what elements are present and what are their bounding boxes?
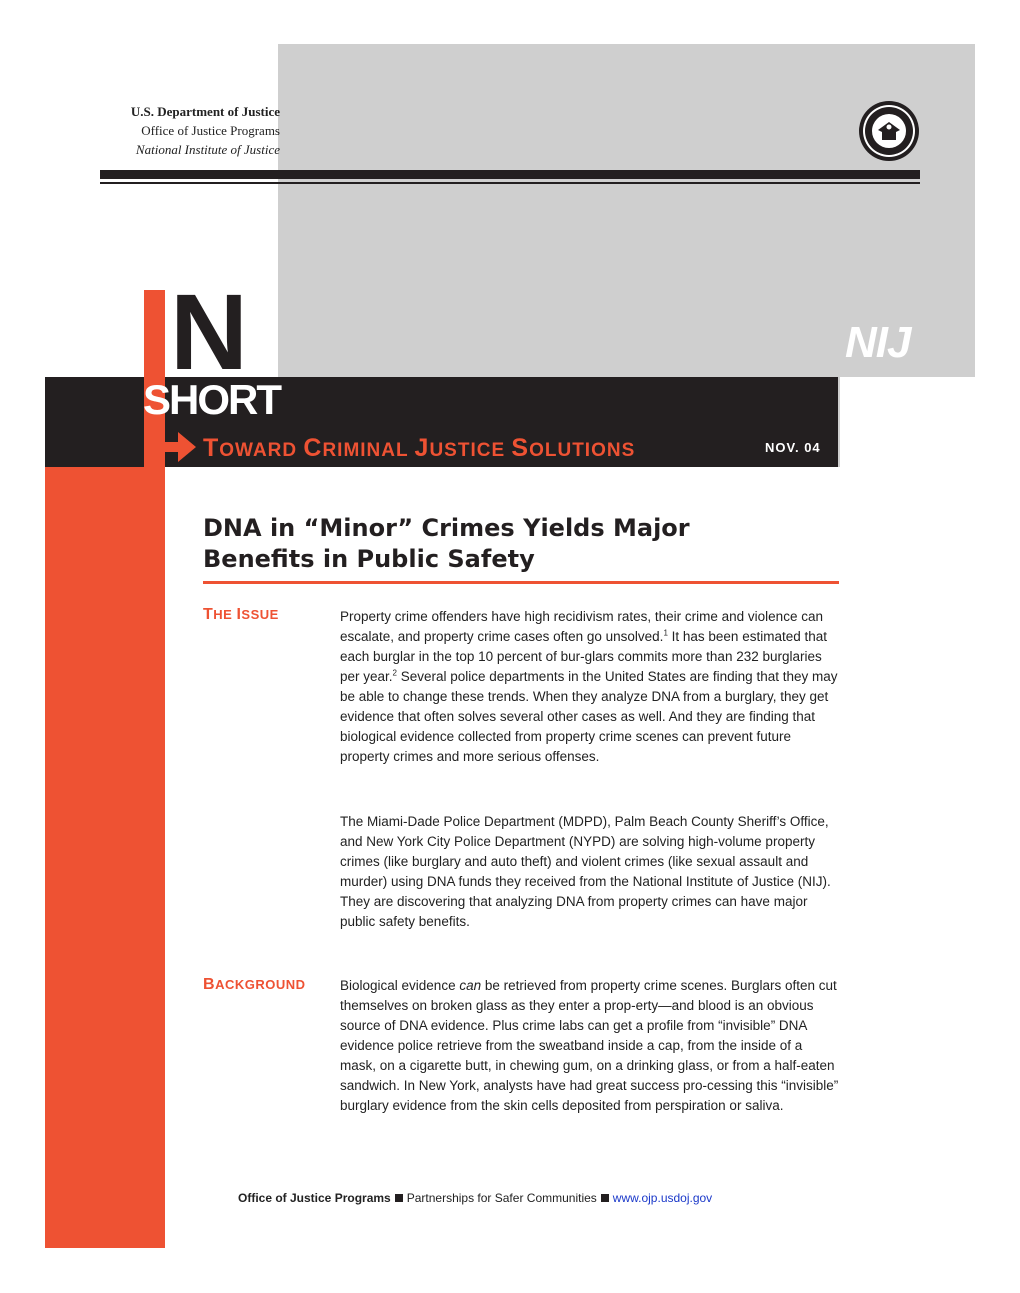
article-title: DNA in “Minor” Crimes Yields Major Benefits in Public Safety [203,514,690,573]
institute-name: National Institute of Justice [135,142,280,157]
bullet-square-icon [601,1194,609,1202]
footer-ojp: Office of Justice Programs [238,1191,391,1205]
in-short-logo [144,271,245,392]
header-rule [100,170,920,179]
office-name: Office of Justice Programs [141,123,280,138]
footer-url-link[interactable]: www.ojp.usdoj.gov [612,1191,713,1205]
banner-divider [838,377,840,467]
issue-paragraph-1: Property crime offenders have high recidivism rates, their crime and violence can escalate, and property crime cases often go unsolved.$^1$ It has been estimated that each burglar in the top 10 percent of bur-glars commits more than 232 burglaries per year.$^2$ Several police departments in the United States are finding that they may be able to change these trends. When they analyze DNA from a burglary, they get evidence that often solves several other cases as well. And they are finding that biological evidence collected from property crime scenes can prevent future property crimes and more serious offenses. [340,609,838,764]
header-rule-thin [100,182,920,184]
logo-letter-n: N [170,271,245,392]
series-tagline: TOWARD CRIMINAL JUSTICE SOLUTIONS [203,434,636,462]
bullet-square-icon [395,1194,403,1202]
section-label-issue: THE ISSUE [203,606,279,623]
agency-heading [100,102,280,159]
title-rule [203,581,839,584]
dept-name: U.S. Department of Justice [130,104,280,119]
issue-date: NOV. 04 [765,440,821,455]
section-label-background: BACKGROUND [203,976,306,993]
side-accent-bar [45,467,165,1248]
page-footer [238,1191,712,1205]
nij-logo: NIJ [845,318,911,367]
footer-tagline: Partnerships for Safer Communities [406,1191,597,1205]
arrow-right-icon [144,426,196,466]
short-wordmark: SHORT [143,376,280,423]
background-paragraph: Biological evidence can be retrieved from property crime scenes. Burglars often cut themselves on broken glass as they enter a prop-erty—and blood is an obvious source of DNA evidence. Plus crime labs can get a profile from “invisible” DNA evidence police retrieve from the sweatband inside a cap, from the inside of a mask, on a cigarette butt, in chewing gum, on a drinking glass, or from a half-eaten sandwich. In New York, analysts have had great success pro-cessing this “invisible” burglary evidence from the skin cells deposited from perspiration or saliva. [340,978,839,1113]
issue-paragraph-2: The Miami-Dade Police Department (MDPD), Palm Beach County Sheriff’s Office, and New York City Police Department (NYPD) are solving high-volume property crimes (like burglary and auto theft) and violent crimes (like sexual assault and murder) using DNA funds they received from the National Institute of Justice (NIJ). They are discovering that analyzing DNA from property crimes can have major public safety benefits. [340,814,831,929]
doj-seal-icon [858,100,920,162]
banner-right-block [838,377,975,467]
